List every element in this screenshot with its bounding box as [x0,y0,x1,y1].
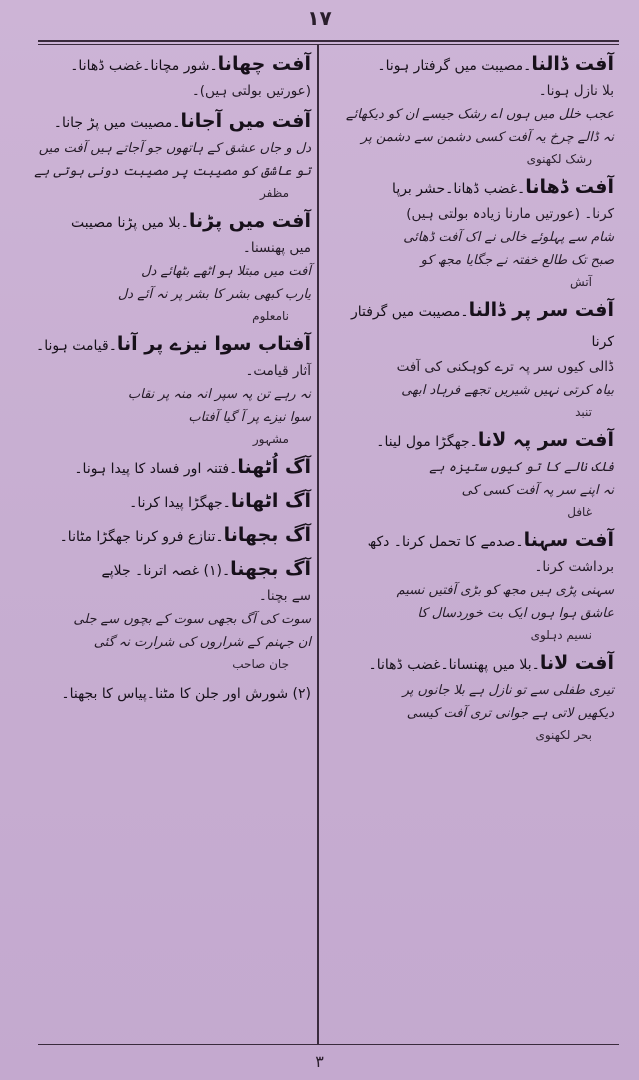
dictionary-entry [324,526,614,645]
definition-line: ڈالی کیوں سر پہ ترے کوہکنی کی آفت [396,359,614,375]
dictionary-entry [324,50,614,169]
poet-name: رشک لکھنوی [526,152,592,166]
entry-headword: آفت چھانا [217,53,311,75]
poet-name: مشہور [252,432,289,446]
dictionary-entry [324,173,614,292]
example-verse: بیاہ کرتی نہیں شیریں تجھے فرہاد ابھی [401,383,614,398]
dictionary-entry [34,330,311,449]
dictionary-entry [34,521,311,551]
poet-name: نسیم دہلوی [530,628,592,642]
entry-headword: آفت لانا [539,652,614,674]
entry-heading [324,173,614,203]
dictionary-entry [34,50,311,103]
example-verse: سہنی پڑی ہیں مجھ کو بڑی آفتیں نسیم [396,583,614,598]
definition-line: (عورتیں بولتی ہیں)۔ [191,83,311,99]
example-verse: شام سے پہلوئے خالی نے اک آفت ڈھائی [403,230,614,245]
footer-rule [38,1044,619,1045]
poet-name: مظفر [260,186,289,200]
definition-line: برداشت کرنا۔ [534,559,614,575]
entry-heading [34,555,311,585]
example-verse: نہ اپنے سر پہ آفت کسی کی [461,483,614,498]
example-verse: صبح تک طالع خفتہ نے جگایا مجھ کو [420,253,614,268]
example-verse: دیکھیں لاتی ہے جوانی تری آفت کیسی [406,706,614,721]
example-verse: سوا نیزے پر آ گیا آفتاب [188,410,311,425]
example-verse: عاشق ہوا ہوں ایک بت خوردسال کا [417,606,614,621]
entry-heading [34,453,311,483]
right-column [324,50,614,749]
entry-heading [324,296,614,356]
example-verse: آفت میں مبتلا ہو اٹھے بٹھائے دل [141,264,311,279]
example-verse: ان جہنم کے شراروں کی شرارت نہ گئی [93,635,311,650]
entry-definition: ۔بلا میں پھنسانا۔غضب ڈھانا۔ [368,657,540,673]
entry-heading [324,649,614,679]
entry-heading [324,50,614,80]
entry-heading [324,426,614,456]
dictionary-entry [34,107,311,203]
example-verse: نہ رہے تن پہ سپر انہ منہ پر نقاب [127,387,311,402]
example-verse: سوت کی آگ بجھی سوت کے بچوں سے جلی [73,612,311,627]
example-verse: تو عاشق کو مصیبت پر مصیبت دونی ہوتی ہے [34,164,311,179]
entry-headword: آگ بجھنا [230,558,311,580]
entry-definition: ۔(۱) غصہ اترنا۔ جلاپے [101,563,231,579]
dictionary-entry [34,555,311,674]
dictionary-entry [324,296,614,422]
entry-definition: ۔بلا میں پڑنا مصیبت [71,215,189,231]
entry-headword: آگ اُٹھنا [237,456,311,478]
definition-line: سے بچنا۔ [258,588,311,604]
example-verse: فلک نالے کا تو کیوں ستیزہ ہے [429,460,614,475]
poet-name: آتش [570,275,592,289]
entry-headword: آفت ڈالنا [531,53,614,75]
poet-name: تنبد [575,405,592,419]
entry-definition: ۔مصیبت میں پڑ جانا۔ [53,115,181,131]
entry-heading [324,526,614,556]
example-verse: تیری طفلی سے تو نازل ہے بلا جانوں پر [402,683,614,698]
entry-definition: ۔مصیبت میں گرفتار کرنا [350,304,614,350]
definition-line: بلا نازل ہونا۔ [538,83,614,99]
header-rule-thin [38,44,619,45]
entry-heading [34,107,311,137]
entry-heading [34,521,311,551]
entry-definition: (۲) شورش اور جلن کا مٹنا۔پیاس کا بجھنا۔ [61,686,311,702]
example-verse: یارب کبھی بشر کا بشر پر نہ آئے دل [117,287,311,302]
example-verse: نہ ڈالے چرخ یہ آفت کسی دشمن سے دشمن پر [361,130,614,145]
entry-definition: ۔جھگڑا پیدا کرنا۔ [129,495,231,511]
entry-definition: ۔صدمے کا تحمل کرنا۔ دکھ [367,534,524,550]
entry-definition: ۔مصیبت میں گرفتار ہونا۔ [377,58,532,74]
entry-headword: آفت سر پر ڈالنا [468,299,614,321]
entry-headword: آفت ڈھانا [525,176,614,198]
entry-heading [34,330,311,360]
dictionary-entry [34,487,311,517]
definition-line: آثار قیامت۔ [245,363,311,379]
entry-definition: ۔تنازع فرو کرنا جھگڑا مٹانا۔ [59,529,224,545]
entry-definition: ۔جھگڑا مول لینا۔ [376,434,478,450]
definition-line: کرنا۔ (عورتیں مارنا زیادہ بولتی ہیں) [406,206,614,222]
entry-heading [34,50,311,80]
entry-headword: آفت سر پہ لانا [477,429,614,451]
entry-headword: آفت میں پڑنا [188,210,311,232]
entry-definition: ۔غضب ڈھانا۔حشر برپا [392,181,526,197]
left-column [34,50,311,712]
page-number: ١٧ [307,6,332,30]
entry-headword: آفت سہنا [523,529,614,551]
dictionary-entry [34,453,311,483]
column-divider [317,44,319,1044]
poet-name: نامعلوم [252,309,289,323]
example-verse: عجب خلل میں ہوں اے رشک جیسے ان کو دیکھائے [346,107,614,122]
dictionary-entry [34,207,311,326]
entry-definition: ۔فتنہ اور فساد کا پیدا ہونا۔ [74,461,238,477]
entry-heading [34,487,311,517]
entry-headword: آفتاب سوا نیزے پر آنا [116,333,311,355]
example-verse: دل و جاں عشق کے ہاتھوں جو آجاتے ہیں آفت میں [38,141,311,156]
entry-headword: آگ اٹھانا [230,490,311,512]
poet-name: غافل [567,505,592,519]
dictionary-entry [324,649,614,745]
poet-name: جان صاحب [232,657,289,671]
entry-heading [34,207,311,237]
dictionary-entry [34,678,311,708]
dictionary-entry [324,426,614,522]
footer-mark: ٣ [315,1052,324,1071]
entry-heading [34,678,311,708]
poet-name: بحر لکھنوی [535,728,592,742]
entry-definition: ۔قیامت ہونا۔ [36,338,117,354]
entry-definition: ۔شور مچانا۔غضب ڈھانا۔ [70,58,218,74]
entry-headword: آگ بجھانا [223,524,311,546]
entry-headword: آفت میں آجانا [180,110,311,132]
header-rule [38,40,619,42]
definition-line: میں پھنسنا۔ [242,240,311,256]
